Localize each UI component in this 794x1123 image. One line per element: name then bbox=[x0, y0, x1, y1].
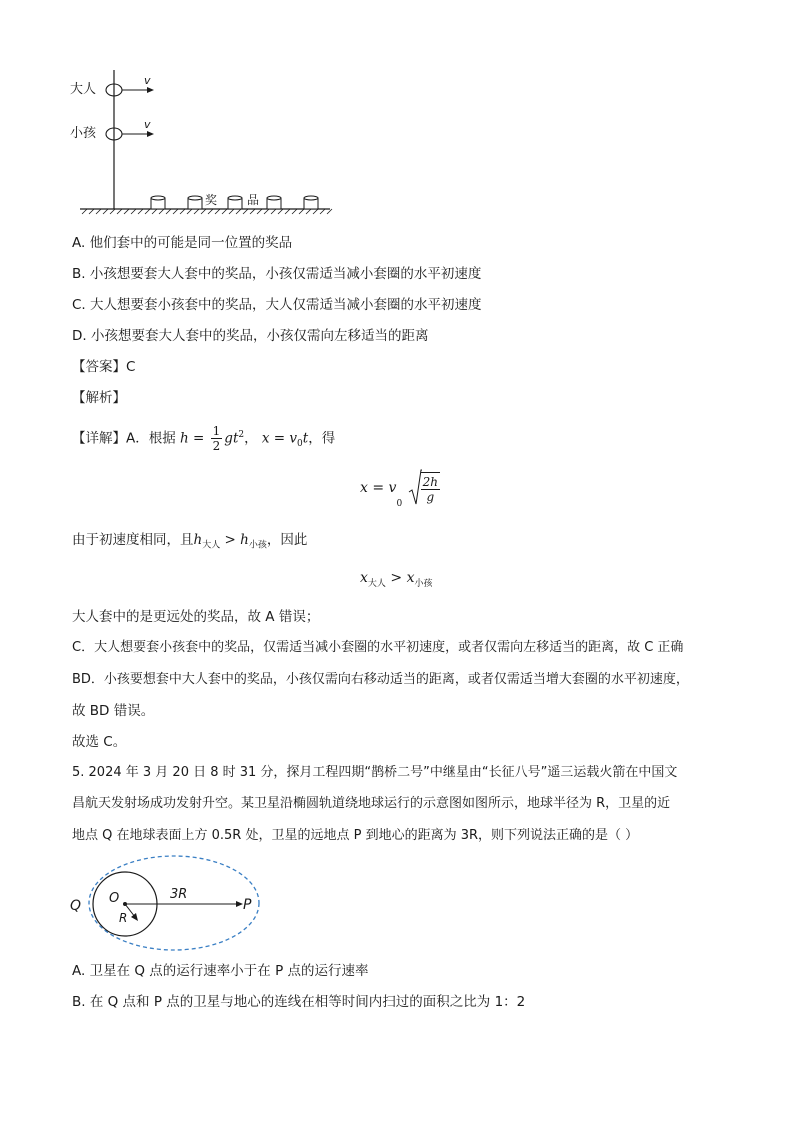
formula-compare-x2: x bbox=[406, 570, 415, 586]
q5-line-2: 昌航天发射场成功发射升空。某卫星沿椭圆轨道绕地球运行的示意图如图所示，地球半径为 R，卫星的近 bbox=[72, 796, 671, 811]
label-3r: 3R bbox=[170, 887, 188, 902]
label-o: O bbox=[109, 891, 120, 906]
q5-option-b: B. 在 Q 点和 P 点的卫星与地心的连线在相等时间内扫过的面积之比为 1：2 bbox=[72, 994, 526, 1010]
sqrt-sign bbox=[408, 468, 422, 508]
detail-fraction: $\frac{1}{2}$ bbox=[212, 424, 221, 453]
since-text-2: ，因此 bbox=[266, 532, 308, 548]
formula-range-sub: 0 bbox=[396, 499, 403, 509]
answer-line bbox=[72, 357, 135, 377]
formula-range bbox=[360, 468, 442, 509]
prize-3 bbox=[228, 196, 242, 209]
formula-compare-gt: > bbox=[385, 570, 407, 586]
explain-line-4: 故 BD 错误。 bbox=[72, 703, 155, 719]
option-b: B. 小孩想要套大人套中的奖品，小孩仅需适当减小套圈的水平初速度 bbox=[72, 266, 482, 282]
detail-line bbox=[72, 418, 335, 461]
option-d: D. 小孩想要套大人套中的奖品，小孩仅需向左移适当的距离 bbox=[72, 328, 429, 344]
prize-5 bbox=[304, 196, 318, 209]
since-text-1: 由于初速度相同，且 bbox=[72, 532, 194, 548]
analysis-label: 【解析】 bbox=[72, 390, 126, 406]
detail-v0-sub: 0 bbox=[297, 439, 303, 450]
formula-compare-sub1: 大人 bbox=[367, 578, 386, 589]
explain-line-3: BD．小孩要想套中大人套中的奖品，小孩仅需向右移动适当的距离，或者仅需适当增大套圈的水平初速度， bbox=[72, 672, 689, 687]
formula-compare-x1: x bbox=[360, 570, 368, 586]
distance-arrow bbox=[236, 901, 243, 907]
option-a: A. 他们套中的可能是同一位置的奖品 bbox=[72, 235, 293, 251]
radius-arrow bbox=[131, 913, 138, 921]
detail-sq: 2 bbox=[238, 430, 245, 440]
detail-h: h bbox=[180, 430, 189, 447]
answer-label: 【答案】 bbox=[72, 359, 126, 375]
child-velocity-arrow bbox=[147, 131, 154, 137]
since-h1: h bbox=[193, 532, 203, 548]
child-velocity-label: v bbox=[144, 118, 151, 131]
prize-2 bbox=[188, 196, 202, 209]
detail-x-eq: x = v bbox=[261, 430, 298, 447]
adult-label: 大人 bbox=[70, 82, 97, 97]
detail-sep: ， bbox=[244, 430, 258, 447]
explain-line-5: 故选 C。 bbox=[72, 734, 127, 750]
detail-prefix: 【详解】A．根据 bbox=[72, 430, 176, 447]
since-sub2: 小孩 bbox=[248, 540, 267, 551]
detail-tail: ，得 bbox=[308, 430, 336, 447]
since-sub1: 大人 bbox=[202, 540, 221, 551]
prize-1 bbox=[151, 196, 165, 209]
option-c: C. 大人想要套小孩套中的奖品，大人仅需适当减小套圈的水平初速度 bbox=[72, 297, 482, 313]
prize-label-2: 品 bbox=[247, 193, 260, 207]
ring-toss-figure bbox=[68, 66, 338, 216]
since-h2: h bbox=[240, 532, 249, 548]
detail-gt: gt bbox=[224, 430, 239, 447]
answer-value: C bbox=[126, 359, 136, 375]
label-p: P bbox=[243, 897, 252, 913]
label-r: R bbox=[119, 911, 128, 925]
detail-eq: = bbox=[188, 430, 209, 447]
q5-option-a: A. 卫星在 Q 点的运行速率小于在 P 点的运行速率 bbox=[72, 963, 369, 979]
ground-hatching bbox=[82, 209, 332, 214]
explain-line-2: C．大人想要套小孩套中的奖品，仅需适当减小套圈的水平初速度，或者仅需向左移适当的距离，故 C 正确 bbox=[72, 640, 684, 655]
orbit-figure bbox=[66, 854, 266, 958]
prize-label-1: 奖 bbox=[205, 193, 218, 207]
formula-range-fraction: $\frac{2h}{g}$ bbox=[421, 472, 440, 504]
formula-range-lhs: x = v bbox=[360, 480, 397, 496]
label-q: Q bbox=[70, 898, 82, 914]
formula-compare-sub2: 小孩 bbox=[414, 578, 433, 589]
child-label: 小孩 bbox=[70, 126, 97, 141]
since-gt: > bbox=[220, 532, 241, 548]
adult-velocity-label: v bbox=[144, 74, 151, 87]
since-line bbox=[72, 530, 307, 556]
prize-4 bbox=[267, 196, 281, 209]
explain-line-1: 大人套中的是更远处的奖品，故 A 错误； bbox=[72, 609, 320, 625]
q5-line-3: 地点 Q 在地球表面上方 0.5R 处，卫星的远地点 P 到地心的距离为 3R，则下列说法正确的是（ ） bbox=[72, 828, 639, 843]
adult-velocity-arrow bbox=[147, 87, 154, 93]
detail-t: t bbox=[302, 430, 309, 447]
formula-compare bbox=[360, 570, 432, 589]
q5-line-1: 5. 2024 年 3 月 20 日 8 时 31 分，探月工程四期“鹊桥二号”中继星由“长征八号”遥三运载火箭在中国文 bbox=[72, 765, 678, 780]
